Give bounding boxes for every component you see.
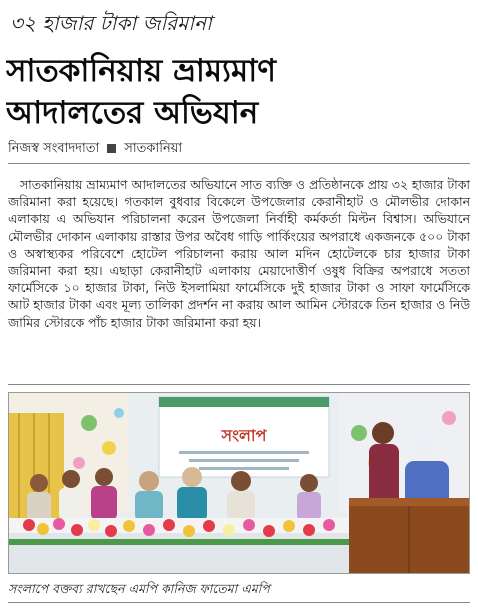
banner-title: সংলাপ [221, 426, 267, 445]
kicker: ৩২ হাজার টাকা জরিমানা [10, 11, 212, 35]
photo-caption: সংলাপে বক্তব্য রাখছেন এমপি কানিজ ফাতেমা এমপি [8, 581, 270, 596]
byline-author: নিজস্ব সংবাদদাতা [8, 141, 100, 156]
byline [8, 140, 472, 158]
article-body: সাতকানিয়ায় ভ্রাম্যমাণ আদালতের অভিযানে সাত ব্যক্তি ও প্রতিষ্ঠানকে প্রায় ৩২ হাজার টাকা জরিমানা করা হয়েছে। গতকাল বুধবার বিকেলে উপজেলার কেরানীহাট ও মৌলভীর দোকান এলাকায় এ অভিযান পরিচালনা করেন উপজেলা নির্বাহী কর্মকর্তা মিল্টন বিশ্বাস। অভিযানে মৌলভীর দোকান এলাকায় রাস্তার উপর অবৈধ গাড়ি পার্কিংয়ের অপরাধে একজনকে ৫০০ টাকা ও অস্বাস্থ্যকর পরিবেশে হোটেল পরিচালনা করায় আল মদিন হোটেলকে চার হাজার টাকা জরিমানা করা হয়। এছাড়া কেরানীহাট এলাকায় মেয়াদোত্তীর্ণ ওষুধ বিক্রির অপরাধে সততা ফার্মেসিকে ১০ হাজার টাকা, নিউ ইসলামিয়া ফার্মেসিকে দুই হাজার টাকা ও সাফা ফার্মেসিকে আট হাজার টাকা এবং মূল্য তালিকা প্রদর্শন না করায় আল আমিন স্টোরকে তিন হাজার ও নিউ জামির স্টোরকে পাঁচ হাজার টাকা জরিমানা করা হয়। [8, 177, 470, 330]
divider-caption [8, 602, 470, 603]
headline [6, 50, 472, 134]
event-photo [8, 392, 470, 574]
byline-separator [107, 144, 116, 153]
headline-line-2: আদালতের অভিযান [6, 95, 259, 131]
byline-location: সাতকানিয়া [124, 141, 183, 156]
divider-top [8, 163, 470, 164]
headline-line-1: সাতকানিয়ায় ভ্রাম্যমাণ [6, 53, 276, 89]
divider-bottom [8, 384, 470, 385]
